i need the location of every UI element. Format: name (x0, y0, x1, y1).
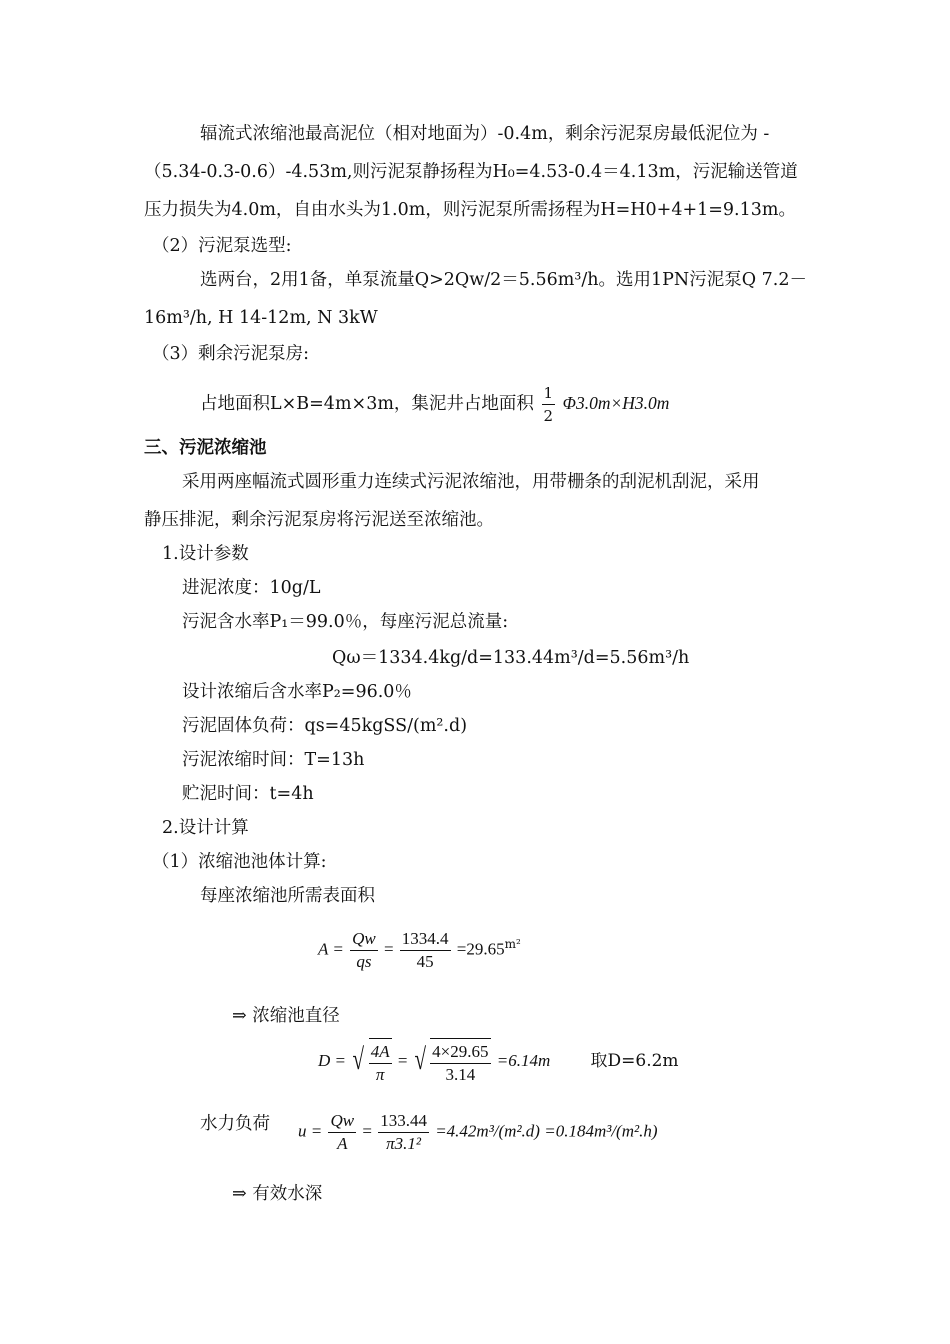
house-text: 占地面积L×B=4m×3m，集泥井占地面积 (200, 394, 534, 414)
radical-icon: √ (414, 1043, 426, 1076)
pump-line1: 选两台，2用1备，单泵流量Q>2Qw/2＝5.56m³/h。选用1PN污泥泵Q 7.2－ (200, 270, 807, 290)
frac-den: 3.14 (445, 1065, 476, 1084)
take-diameter: 取D=6.2m (590, 1050, 679, 1071)
radical-icon: √ (352, 1043, 365, 1076)
fraction (350, 928, 378, 973)
frac-den: π3.1² (386, 1134, 422, 1153)
frac-num: 1334.4 (400, 928, 451, 951)
fraction (378, 1110, 429, 1155)
eq-lhs: A = (318, 939, 344, 959)
eq-lhs: D = (318, 1050, 346, 1070)
param-flow: Qω＝1334.4kg/d=133.44m³/d=5.56m³/h (332, 648, 690, 668)
house-title: （3）剩余污泥泵房: (152, 344, 310, 364)
area-label: 每座浓缩池所需表面积 (200, 886, 375, 906)
house-line1 (200, 382, 669, 427)
eq-rhs: =29.65 (456, 939, 505, 959)
frac-num: 1 (542, 382, 556, 405)
param-load: 污泥固体负荷：qs=45kgSS/(m².d) (182, 716, 468, 736)
eq-sign: = (383, 939, 394, 959)
para1-line3: 压力损失为4.0m，自由水头为1.0m，则污泥泵所需扬程为H=H0+4+1=9.13m。 (144, 200, 796, 220)
fraction (328, 1110, 356, 1155)
hyd-label: 水力负荷 (200, 1114, 270, 1134)
section-line1: 采用两座幅流式圆形重力连续式污泥浓缩池，用带栅条的刮泥机刮泥，采用 (182, 472, 760, 492)
params-title: 1.设计参数 (162, 544, 249, 564)
frac-num: 133.44 (378, 1110, 429, 1133)
frac-num: Qw (328, 1110, 356, 1133)
hydraulic-equation (298, 1110, 657, 1155)
frac-den: qs (356, 952, 372, 971)
eq-rhs: =6.14m (496, 1050, 551, 1070)
eq-unit: m² (504, 936, 521, 951)
para1-line1: 辐流式浓缩池最高泥位（相对地面为）-0.4m，剩余污泥泵房最低泥位为 - (200, 124, 770, 144)
para1-line2: （5.34-0.3-0.6）-4.53m,则污泥泵静扬程为H₀=4.53-0.4＝4.13m，污泥输送管道 (144, 162, 798, 182)
frac-den: A (337, 1134, 348, 1153)
depth-label: ⇒ 有效水深 (232, 1184, 323, 1204)
fraction (369, 1038, 392, 1086)
section-heading: 三、污泥浓缩池 (144, 438, 267, 458)
section-line2: 静压排泥，剩余污泥泵房将污泥送至浓缩池。 (144, 510, 494, 530)
fraction (430, 1038, 490, 1086)
param-time: 污泥浓缩时间：T=13h (182, 750, 365, 770)
fraction (400, 928, 451, 973)
eq-sign: = (362, 1121, 372, 1141)
param-conc: 进泥浓度：10g/L (182, 578, 321, 598)
frac-den: π (375, 1065, 385, 1084)
eq-rhs: =4.42m³/(m².d) =0.184m³/(m².h) (435, 1121, 658, 1141)
calc-sub1: （1）浓缩池池体计算: (152, 852, 327, 872)
frac-num: Qw (350, 928, 378, 951)
calc-title: 2.设计计算 (162, 818, 249, 838)
eq-sign: = (397, 1050, 408, 1070)
frac-den: 45 (416, 952, 434, 971)
frac-num: 4×29.65 (430, 1041, 490, 1064)
pump-line2: 16m³/h, H 14-12m, N 3kW (144, 308, 378, 328)
eq-lhs: u = (298, 1121, 323, 1141)
frac-den: 2 (543, 407, 554, 425)
pump-title: （2）污泥泵选型: (152, 236, 292, 256)
half-fraction (542, 382, 556, 427)
area-equation (318, 928, 521, 973)
pit-expr: Φ3.0m×H3.0m (562, 393, 670, 413)
param-water2: 设计浓缩后含水率P₂=96.0％ (182, 682, 412, 702)
diameter-equation (318, 1038, 679, 1086)
dia-label: ⇒ 浓缩池直径 (232, 1006, 340, 1026)
sqrt (412, 1038, 493, 1086)
param-water: 污泥含水率P₁＝99.0％，每座污泥总流量: (182, 612, 509, 632)
frac-num: 4A (369, 1041, 392, 1064)
sqrt (350, 1038, 393, 1086)
param-store: 贮泥时间：t=4h (182, 784, 314, 804)
